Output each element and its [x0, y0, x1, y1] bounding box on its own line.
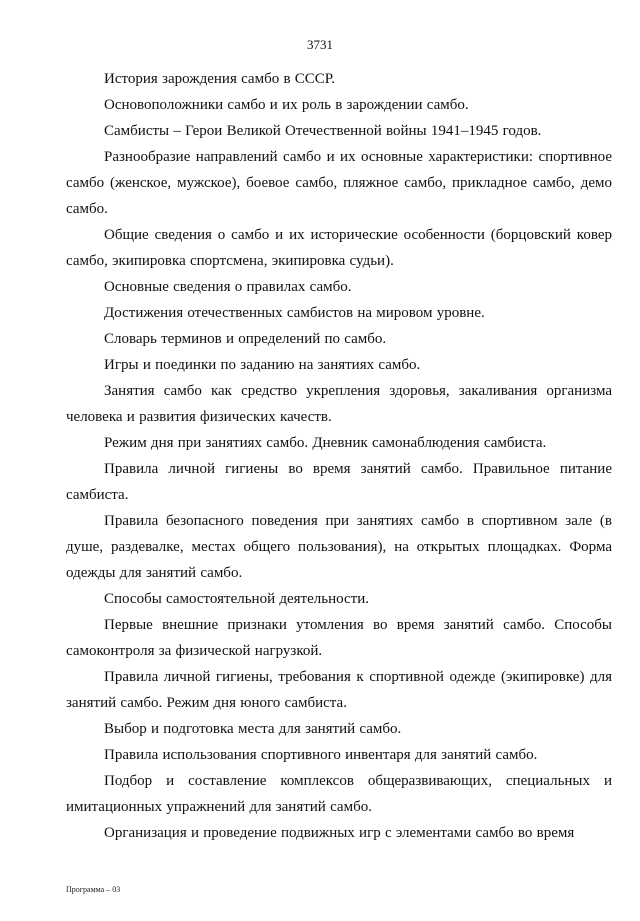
page-number: 3731: [307, 37, 333, 52]
paragraph: Режим дня при занятиях самбо. Дневник самонаблюдения самбиста.: [104, 435, 547, 451]
paragraph: Разнообразие направлений самбо и их основные характеристики: спортивное самбо (женское, мужское), боевое самбо, пляжное самбо, прикладное самбо, демо самбо.: [66, 149, 612, 217]
paragraph: Основные сведения о правилах самбо.: [104, 279, 352, 295]
page-footer: Программа – 03: [66, 885, 121, 894]
paragraph: Самбисты – Герои Великой Отечественной войны 1941–1945 годов.: [104, 123, 542, 139]
paragraph: Правила личной гигиены во время занятий самбо. Правильное питание самбиста.: [66, 461, 612, 503]
paragraph: Подбор и составление комплексов общеразвивающих, специальных и имитационных упражнений для занятий самбо.: [66, 773, 612, 815]
paragraph: Правила безопасного поведения при занятиях самбо в спортивном зале (в душе, раздевалке, местах общего пользования), на открытых площадках. Форма одежды для занятий самбо.: [66, 513, 612, 581]
paragraph: Словарь терминов и определений по самбо.: [104, 331, 387, 347]
paragraph: Основоположники самбо и их роль в зарождении самбо.: [104, 97, 469, 113]
paragraph: История зарождения самбо в СССР.: [104, 71, 336, 87]
paragraph: Правила личной гигиены, требования к спортивной одежде (экипировке) для занятий самбо. Режим дня юного самбиста.: [66, 669, 612, 711]
paragraph: Организация и проведение подвижных игр с элементами самбо во время: [104, 825, 575, 841]
paragraph: Правила использования спортивного инвентаря для занятий самбо.: [104, 747, 538, 763]
paragraph: Выбор и подготовка места для занятий самбо.: [104, 721, 402, 737]
paragraph: Общие сведения о самбо и их исторические особенности (борцовский ковер самбо, экипировка спортсмена, экипировка судьи).: [66, 227, 612, 269]
paragraph: Занятия самбо как средство укрепления здоровья, закаливания организма человека и развития физических качеств.: [66, 383, 612, 425]
paragraph: Способы самостоятельной деятельности.: [104, 591, 369, 607]
paragraph: Достижения отечественных самбистов на мировом уровне.: [104, 305, 485, 321]
paragraph: Игры и поединки по заданию на занятиях самбо.: [104, 357, 421, 373]
paragraph: Первые внешние признаки утомления во время занятий самбо. Способы самоконтроля за физической нагрузкой.: [66, 617, 612, 659]
document-body: [66, 66, 612, 846]
